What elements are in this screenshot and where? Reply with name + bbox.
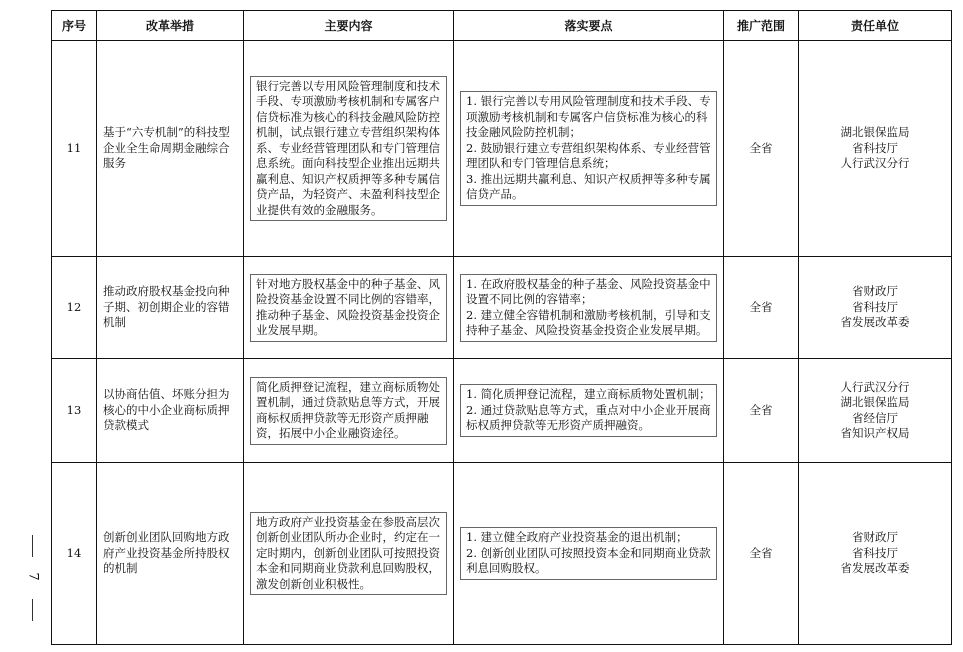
policy-table — [51, 10, 952, 645]
content-text: 简化质押登记流程，建立商标质物处置机制，通过贷款贴息等方式，开展商标权质押贷款等无形资产质押融资，拓展中小企业融资途径。 — [250, 377, 447, 445]
page-number-dash-top — [32, 535, 33, 557]
content-cell — [244, 463, 454, 645]
points-box — [460, 274, 717, 342]
content-text: 地方政府产业投资基金在参股高层次创新创业团队所办企业时，约定在一定时期内，创新创业团队可按照投资本金和同期商业贷款利息回购股权，激发创新创业积极性。 — [250, 512, 447, 596]
unit-item: 省知识产权局 — [840, 426, 910, 440]
header-points: 落实要点 — [454, 11, 724, 41]
scope-cell: 全省 — [724, 463, 799, 645]
unit-item: 省发展改革委 — [840, 561, 910, 576]
measure-cell: 创新创业团队回购地方政府产业投资基金所持股权的机制 — [97, 463, 244, 645]
row-number: 14 — [52, 463, 97, 645]
table-row — [52, 359, 952, 463]
row-number: 12 — [52, 257, 97, 359]
page-number-dash-bottom — [32, 599, 33, 621]
unit-item: 省科技厅 — [852, 140, 898, 155]
points-box — [460, 527, 717, 580]
content-text: 针对地方股权基金中的种子基金、风险投资基金设置不同比例的容错率，推动种子基金、风险投资基金投资企业发展早期。 — [250, 274, 447, 342]
points-box — [460, 91, 717, 206]
points-cell — [454, 359, 724, 463]
page-number: 7 — [25, 572, 41, 581]
unit-item: 省科技厅 — [852, 545, 898, 560]
measure-cell: 推动政府股权基金投向种子期、初创期企业的容错机制 — [97, 257, 244, 359]
point-item: 3. 推出远期共赢利息、知识产权质押等多种专属信贷产品。 — [466, 171, 711, 202]
header-content: 主要内容 — [244, 11, 454, 41]
points-cell — [454, 463, 724, 645]
unit-item: 省科技厅 — [852, 299, 898, 314]
table-row — [52, 257, 952, 359]
point-item: 2. 通过贷款贴息等方式，重点对中小企业开展商标权质押贷款等无形资产质押融资。 — [466, 402, 711, 433]
unit-item: 省经信厅 — [852, 410, 898, 425]
units-cell — [799, 359, 952, 463]
unit-item: 省发展改革委 — [840, 315, 910, 330]
header-measure: 改革举措 — [97, 11, 244, 41]
unit-item: 人行武汉分行 — [840, 156, 910, 171]
points-cell — [454, 41, 724, 257]
table-row — [52, 463, 952, 645]
measure-cell: 以协商估值、坏账分担为核心的中小企业商标质押贷款模式 — [97, 359, 244, 463]
content-cell — [244, 41, 454, 257]
header-units: 责任单位 — [799, 11, 952, 41]
scope-cell: 全省 — [724, 41, 799, 257]
unit-item: 湖北银保监局 — [840, 395, 910, 409]
measure-cell: 基于“六专机制”的科技型企业全生命周期金融综合服务 — [97, 41, 244, 257]
header-no: 序号 — [52, 11, 97, 41]
scope-cell: 全省 — [724, 257, 799, 359]
point-item: 2. 创新创业团队可按照投资本金和同期商业贷款利息回购股权。 — [466, 545, 711, 576]
content-text: 银行完善以专用风险管理制度和技术手段、专项激励考核机制和专属客户信贷标准为核心的科技金融风险防控机制，试点银行建立专营组织架构体系、专业经营管理团队和专门管理信息系统。面向科技型企业推出远期共赢利息、知识产权质押等多种专属信贷产品，为轻资产、未盈利科技型企业提供有效的金融服务。 — [250, 76, 447, 222]
point-item: 2. 鼓励银行建立专营组织架构体系、专业经营管理团队和专门管理信息系统； — [466, 140, 711, 171]
page-number-mark — [26, 535, 40, 625]
unit-item: 湖北银保监局 — [840, 125, 910, 140]
unit-item: 人行武汉分行 — [840, 379, 910, 394]
row-number: 11 — [52, 41, 97, 257]
header-row — [52, 11, 952, 41]
units-cell — [799, 257, 952, 359]
unit-item: 省财政厅 — [852, 530, 898, 545]
point-item: 1. 银行完善以专用风险管理制度和技术手段、专项激励考核机制和专属客户信贷标准为核心的科技金融风险防控机制； — [466, 94, 711, 140]
units-cell — [799, 41, 952, 257]
row-number: 13 — [52, 359, 97, 463]
points-box — [460, 384, 717, 437]
point-item: 1. 建立健全政府产业投资基金的退出机制； — [466, 530, 688, 545]
point-item: 2. 建立健全容错机制和激励考核机制，引导和支持种子基金、风险投资基金投资企业发展早期。 — [466, 307, 711, 337]
content-cell — [244, 257, 454, 359]
header-scope: 推广范围 — [724, 11, 799, 41]
content-cell — [244, 359, 454, 463]
table-row — [52, 41, 952, 257]
point-item: 1. 简化质押登记流程，建立商标质物处置机制； — [466, 387, 711, 402]
point-item: 1. 在政府股权基金的种子基金、风险投资基金中设置不同比例的容错率； — [466, 276, 711, 306]
units-cell — [799, 463, 952, 645]
unit-item: 省财政厅 — [852, 284, 898, 299]
scope-cell: 全省 — [724, 359, 799, 463]
points-cell — [454, 257, 724, 359]
